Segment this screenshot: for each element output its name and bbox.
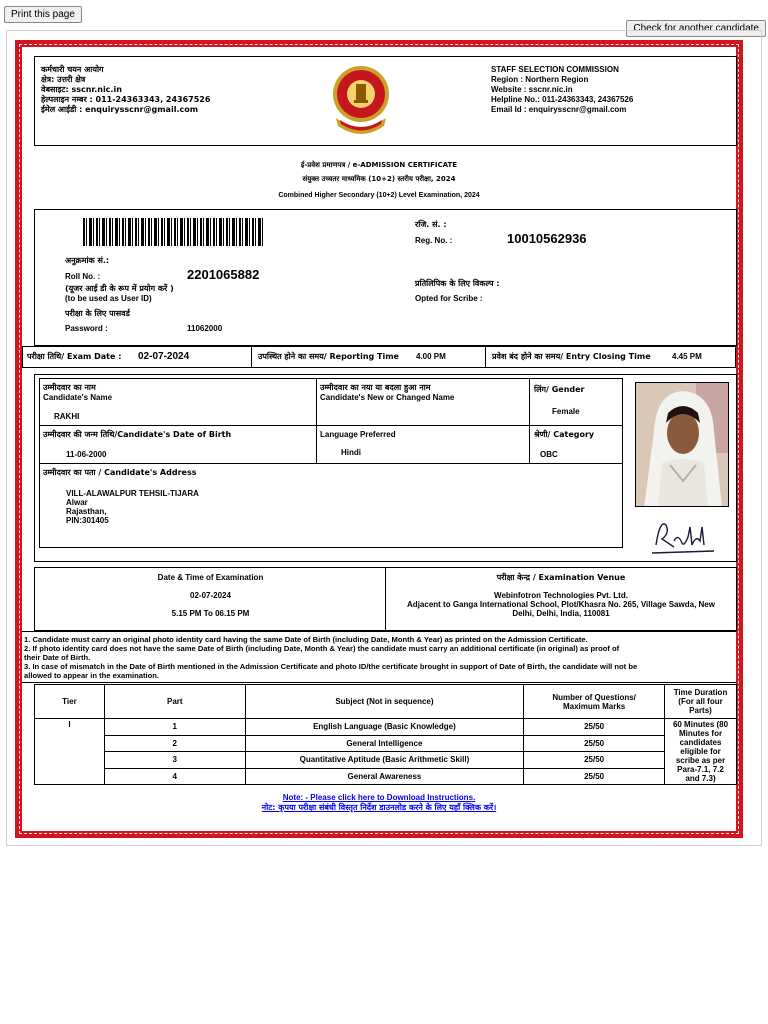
note-3b: allowed to appear in the examination.: [24, 671, 160, 680]
name-label-hindi: उम्मीदवार का नाम: [43, 383, 96, 392]
category-cell: [530, 426, 622, 464]
reporting-label: उपस्थित होने का समय/ Reporting Time: [258, 352, 399, 361]
marks-cell: 25/50: [524, 752, 665, 769]
duration-line: eligible for: [680, 747, 721, 756]
subject-table-wrap: [34, 684, 737, 784]
scribe-label-hindi: प्रतिलिपिक के लिए विकल्प :: [415, 279, 500, 288]
part-cell: 1: [104, 719, 245, 736]
gender-cell: [530, 379, 622, 426]
region-hindi: क्षेत्र: उत्तरी क्षेत्र: [41, 75, 86, 84]
header-part: Part: [104, 685, 245, 719]
header-questions-line-1: Number of Questions/: [552, 692, 636, 702]
ssc-emblem-icon: [330, 62, 392, 138]
note-2b: their Date of Birth.: [24, 653, 91, 662]
address-line-1: VILL-ALAWALPUR TEHSIL-TIJARA: [66, 489, 199, 498]
candidate-box: [34, 374, 737, 562]
venue-line-1: Webinfotron Technologies Pvt. Ltd.: [494, 591, 628, 600]
note-3a: 3. In case of mismatch in the Date of Birth mentioned in the Admission Certificate and photo ID/the certificate brought in support of Date of Birth, the candidate will not be: [24, 662, 638, 671]
duration-line: and 7.3): [685, 774, 716, 783]
subject-cell: Quantitative Aptitude (Basic Arithmetic Skill): [245, 752, 524, 769]
duration-line: Minutes for: [678, 729, 723, 738]
changed-name-label: Candidate's New or Changed Name: [320, 393, 455, 402]
download-instructions-link[interactable]: Note: - Please click here to Download Instructions.: [282, 793, 476, 802]
category-value: OBC: [540, 450, 558, 459]
exam-info-box: [34, 567, 737, 631]
check-another-candidate-button[interactable]: Check for another candidate: [626, 20, 766, 37]
address-line-2: Alwar: [66, 498, 88, 507]
org-name-hindi: कर्मचारी चयन आयोग: [41, 65, 104, 74]
timing-cell-date: [23, 347, 252, 367]
header-box: [34, 56, 737, 146]
title-line-3: Combined Higher Secondary (10+2) Level Examination, 2024: [278, 192, 480, 199]
address-label: उम्मीदवार का पता / Candidate's Address: [43, 468, 197, 477]
reg-number: 10010562936: [507, 231, 587, 246]
email-hindi: ईमेल आईडी : enquirysscnr@gmail.com: [41, 105, 199, 114]
exam-datetime-cell: [35, 568, 386, 630]
changed-name-cell: [317, 379, 530, 426]
scribe-label: Opted for Scribe :: [415, 294, 483, 303]
language-cell: [317, 426, 530, 464]
print-page-button[interactable]: Print this page: [4, 6, 82, 23]
address-line-3: Rajasthan,: [66, 507, 107, 516]
notes-box: [22, 631, 736, 683]
roll-label-hindi: अनुक्रमांक सं.:: [65, 256, 110, 265]
candidate-table: [39, 378, 623, 548]
marks-cell: 25/50: [524, 719, 665, 736]
table-row: [35, 719, 737, 736]
helpline-hindi: हेल्पलाइन नम्बर : 011-24363343, 24367526: [41, 95, 211, 104]
candidate-name: RAKHI: [54, 412, 80, 421]
header-subject: Subject (Not in sequence): [245, 685, 524, 719]
userid-hint: (to be used as User ID): [65, 294, 152, 303]
userid-hint-hindi: (यूजर आई डी के रूप में प्रयोग करें ): [65, 284, 174, 293]
region: Region : Northern Region: [491, 75, 589, 84]
duration-line: scribe as per: [675, 756, 726, 765]
venue-label: परीक्षा केन्द्र / Examination Venue: [496, 573, 626, 582]
admission-certificate: [15, 40, 743, 838]
part-cell: 2: [104, 735, 245, 752]
reg-label: Reg. No. :: [415, 236, 453, 245]
closing-label: प्रवेश बंद होने का समय/ Entry Closing Time: [492, 352, 651, 361]
subject-cell: General Awareness: [245, 768, 524, 785]
timing-cell-closing: [486, 347, 735, 367]
table-row: [35, 735, 737, 752]
roll-label: Roll No. :: [65, 272, 101, 281]
header-questions: [524, 685, 665, 719]
helpline: Helpline No.: 011-24363343, 24367526: [491, 95, 634, 104]
exam-date: 02-07-2024: [138, 351, 190, 362]
download-instructions-link-hindi[interactable]: नोट: कृपया परीक्षा संबंधी विस्तृत निर्देश डाउनलोड करने के लिए यहाँ क्लिक करें।: [261, 803, 497, 812]
part-cell: 3: [104, 752, 245, 769]
password-label-hindi: परीक्षा के लिए पासवर्ड: [65, 309, 130, 318]
org-name: STAFF SELECTION COMMISSION: [491, 65, 619, 74]
changed-name-label-hindi: उम्मीदवार का नया या बदला हुआ नाम: [320, 383, 431, 392]
barcode-icon: [83, 218, 263, 246]
subject-table: [34, 684, 737, 785]
roll-number: 2201065882: [187, 267, 260, 282]
table-row: [35, 752, 737, 769]
candidate-photo-icon: [635, 382, 729, 507]
gender-value: Female: [552, 407, 580, 416]
table-row: [35, 768, 737, 785]
note-2a: 2. If photo identity card does not have the same Date of Birth (including Date, Month & Year) the candidate must carry an additional certificate (in original) as proof of: [24, 644, 620, 653]
marks-cell: 25/50: [524, 768, 665, 785]
closing-time: 4.45 PM: [672, 352, 702, 361]
tier-value: I: [35, 719, 105, 785]
title-line-1: ई-प्रवेश प्रमाणपत्र / e-ADMISSION CERTIFICATE: [300, 161, 458, 169]
part-cell: 4: [104, 768, 245, 785]
dob-label: उम्मीदवार की जन्म तिथि/Candidate's Date of Birth: [43, 430, 232, 439]
address-cell: [40, 464, 622, 547]
header-tier: Tier: [35, 685, 105, 719]
reporting-time: 4.00 PM: [416, 352, 446, 361]
address-line-4: PIN:301405: [66, 516, 109, 525]
exam-date-value: 02-07-2024: [190, 591, 231, 600]
duration-line: candidates: [679, 738, 722, 747]
venue-line-3: Delhi, Delhi, India, 110081: [512, 609, 610, 618]
password-label: Password :: [65, 324, 108, 333]
header-time-line-3: Parts): [689, 706, 712, 715]
header-questions-line-2: Maximum Marks: [562, 701, 626, 711]
category-label: श्रेणी/ Category: [534, 430, 595, 439]
marks-cell: 25/50: [524, 735, 665, 752]
reg-label-hindi: रजि. सं. :: [415, 220, 447, 229]
gender-label: लिंग/ Gender: [534, 385, 585, 394]
header-time-line-2: (For all four: [678, 697, 723, 706]
signature-box: [648, 513, 718, 559]
name-label: Candidate's Name: [43, 393, 113, 402]
duration-line: 60 Minutes (80: [672, 720, 729, 729]
signature-icon: [648, 513, 718, 559]
subject-cell: English Language (Basic Knowledge): [245, 719, 524, 736]
dob-cell: [40, 426, 317, 464]
subject-cell: General Intelligence: [245, 735, 524, 752]
duration-cell: [665, 719, 737, 785]
exam-time-value: 5.15 PM To 06.15 PM: [171, 609, 250, 618]
venue-line-2: Adjacent to Ganga International School, Plot/Khasra No. 265, Village Sawda, New: [407, 600, 715, 609]
dob-value: 11-06-2000: [66, 450, 107, 459]
password-value: 11062000: [187, 324, 223, 333]
website: Website : sscnr.nic.in: [491, 85, 573, 94]
exam-venue-cell: [386, 568, 736, 630]
duration-line: Para-7.1, 7.2: [677, 765, 724, 774]
website-hindi: वेबसाइट: sscnr.nic.in: [41, 85, 122, 94]
title-line-2: संयुक्त उच्चतर माध्यमिक (10+2) स्तरीय परीक्षा, 2024: [302, 175, 456, 183]
timing-cell-reporting: [252, 347, 486, 367]
language-label: Language Preferred: [320, 430, 396, 439]
note-1: 1. Candidate must carry an original photo identity card having the same Date of Birth (including Date, Month & Year) as printed on the Admission Certificate.: [24, 635, 588, 644]
exam-datetime-label: Date & Time of Examination: [157, 573, 264, 582]
email: Email Id : enquirysscnr@gmail.com: [491, 105, 627, 114]
header-time: [665, 685, 737, 719]
name-cell: [40, 379, 317, 426]
language-value: Hindi: [341, 448, 361, 457]
id-box: [34, 209, 737, 346]
timing-row: [22, 346, 736, 368]
exam-date-label: परीक्षा तिथि/ Exam Date :: [27, 352, 122, 361]
header-time-line-1: Time Duration: [673, 688, 728, 697]
